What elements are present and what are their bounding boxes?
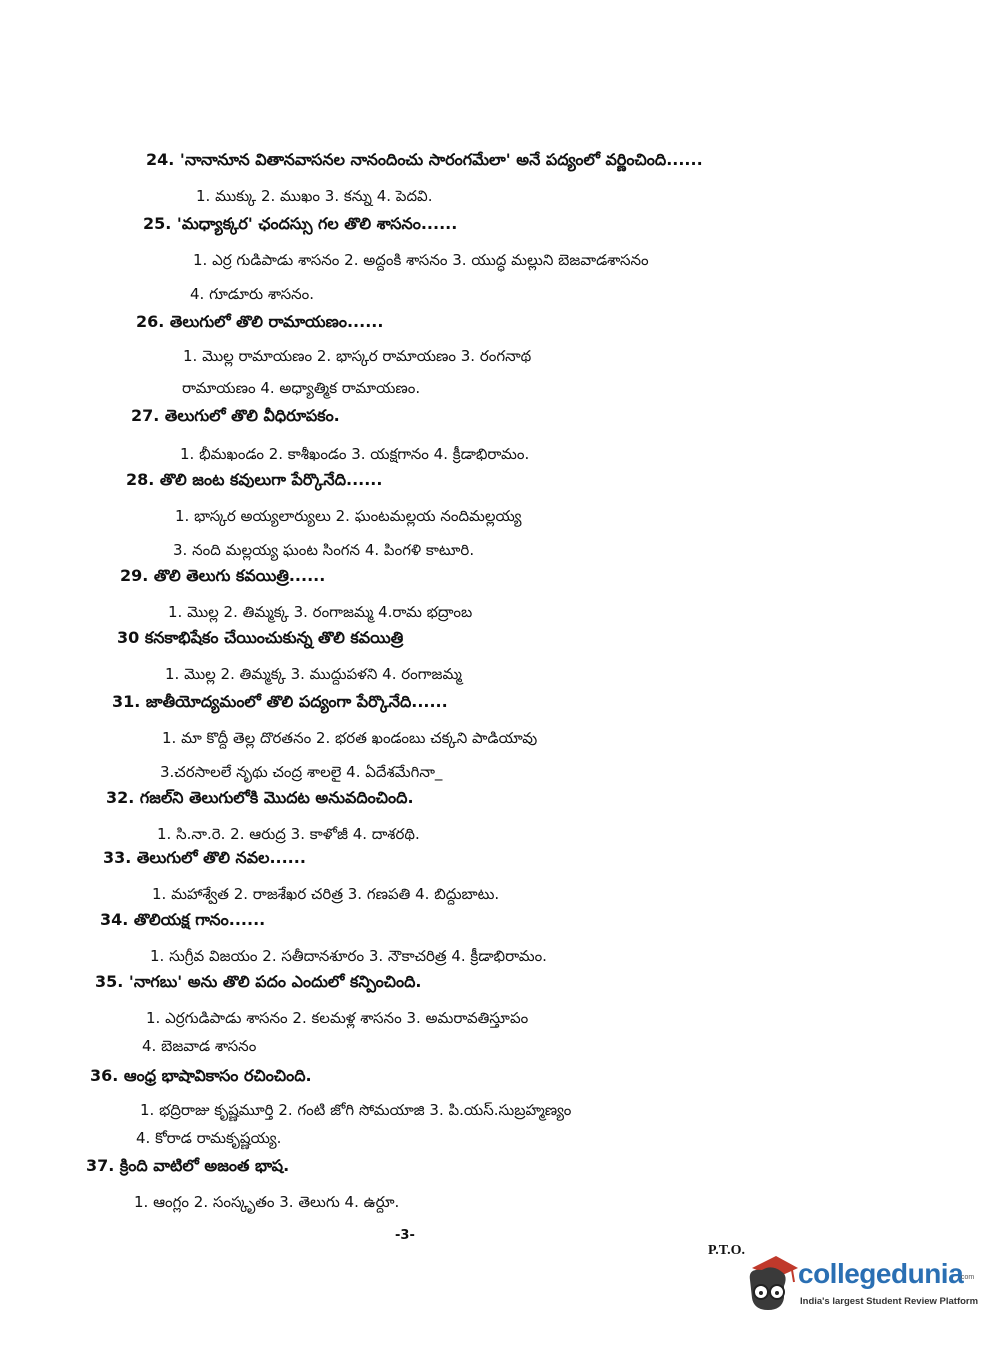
brand-tagline: India's largest Student Review Platform xyxy=(800,1296,979,1307)
question-24: 24. 'నానానూన వితానవాసనల నానందించు సారంగమేలా' అనే పద్యంలో వర్ణించింది...... xyxy=(146,150,703,169)
question-35-options-line1: 1. ఎర్రగుడిపాడు శాసనం 2. కలమళ్ల శాసనం 3. అమరావతిస్తూపం xyxy=(146,1009,529,1027)
question-25-options-line1: 1. ఎర్ర గుడిపాడు శాసనం 2. అద్దంకి శాసనం 3. యుద్ధ మల్లుని బెజవాడశాసనం xyxy=(193,251,649,269)
question-27-options: 1. భీమఖండం 2. కాశీఖండం 3. యక్షగానం 4. క్రీడాభిరామం. xyxy=(180,445,530,463)
brand-suffix: .com xyxy=(959,1274,975,1281)
question-26-options-line2: రామాయణం 4. అధ్యాత్మిక రామాయణం. xyxy=(182,379,421,397)
collegedunia-watermark xyxy=(742,1252,982,1322)
question-29: 29. తొలి తెలుగు కవయిత్రి...... xyxy=(120,566,326,585)
question-27: 27. తెలుగులో తొలి వీధిరూపకం. xyxy=(131,406,340,425)
question-30-options: 1. మొల్ల 2. తిమ్మక్క 3. ముద్దుపళని 4. రంగాజమ్మ xyxy=(165,665,462,683)
question-34-options: 1. సుగ్రీవ విజయం 2. సతీదానశూరం 3. నౌకాచరిత్ర 4. క్రీడాభిరామం. xyxy=(150,947,547,965)
question-30: 30 కనకాభిషేకం చేయించుకున్న తొలి కవయిత్రి xyxy=(117,628,404,647)
question-24-options: 1. ముక్కు 2. ముఖం 3. కన్ను 4. పెదవి. xyxy=(196,187,433,205)
question-34: 34. తొలియక్ష గానం...... xyxy=(100,910,266,929)
question-25: 25. 'మధ్యాక్కర' ఛందస్సు గల తొలి శాసనం...... xyxy=(143,214,458,233)
student-mascot-icon xyxy=(742,1252,798,1316)
question-25-options-line2: 4. గూడూరు శాసనం. xyxy=(190,285,315,303)
question-31-options-line1: 1. మా కొద్దీ తెల్ల దొరతనం 2. భరత ఖండంబు చక్కని పాడియావు xyxy=(162,729,538,747)
pto-label: P.T.O. xyxy=(708,1243,745,1258)
question-26: 26. తెలుగులో తొలి రామాయణం...... xyxy=(136,312,384,331)
question-28-options-line1: 1. భాస్కర అయ్యలార్యులు 2. ఘంటమల్లయ నందిమల్లయ్య xyxy=(175,507,522,525)
brand-name: collegedunia xyxy=(798,1258,964,1289)
question-32-options: 1. సి.నా.రె. 2. ఆరుద్ర 3. కాళోజీ 4. దాశరథి. xyxy=(157,825,420,843)
question-36-options-line1: 1. భద్రిరాజు కృష్ణమూర్తి 2. గంటి జోగి సోమయాజి 3. పి.యస్.సుబ్రహ్మణ్యం xyxy=(140,1101,572,1119)
question-35-options-line2: 4. బెజవాడ శాసనం xyxy=(142,1037,257,1055)
question-28-options-line2: 3. నంది మల్లయ్య ఘంట సింగన 4. పింగళి కాటూరి. xyxy=(173,541,475,559)
question-37-options: 1. ఆంగ్లం 2. సంస్కృతం 3. తెలుగు 4. ఉర్దూ. xyxy=(134,1193,400,1211)
question-37: 37. క్రింది వాటిలో అజంత భాష. xyxy=(86,1156,290,1175)
question-31: 31. జాతీయోద్యమంలో తొలి పద్యంగా పేర్కొనేది...... xyxy=(112,692,448,711)
question-31-options-line2: 3.చరసాలలే నృథు చంద్ర శాలలై 4. ఏదేశమేగినా_ xyxy=(160,763,443,781)
question-35: 35. 'నాగబు' అను తొలి పదం ఎందులో కన్పించింది. xyxy=(95,972,422,991)
question-36-options-line2: 4. కోరాడ రామకృష్ణయ్య. xyxy=(136,1129,282,1147)
question-28: 28. తొలి జంట కవులుగా పేర్కొనేది...... xyxy=(126,470,383,489)
question-33: 33. తెలుగులో తొలి నవల...... xyxy=(103,848,306,867)
page-number: -3- xyxy=(395,1228,415,1243)
question-29-options: 1. మొల్ల 2. తిమ్మక్క 3. రంగాజమ్మ 4.రామ భద్రాంబ xyxy=(168,603,473,621)
question-26-options-line1: 1. మొల్ల రామాయణం 2. భాస్కర రామాయణం 3. రంగనాథ xyxy=(183,347,532,365)
question-36: 36. ఆంధ్ర భాషావికాసం రచించింది. xyxy=(90,1066,312,1085)
question-32: 32. గజల్‌ని తెలుగులోకి మొదట అనువదించింది. xyxy=(106,788,414,807)
question-33-options: 1. మహాశ్వేత 2. రాజశేఖర చరిత్ర 3. గణపతి 4. బిద్దుబాటు. xyxy=(152,885,500,903)
